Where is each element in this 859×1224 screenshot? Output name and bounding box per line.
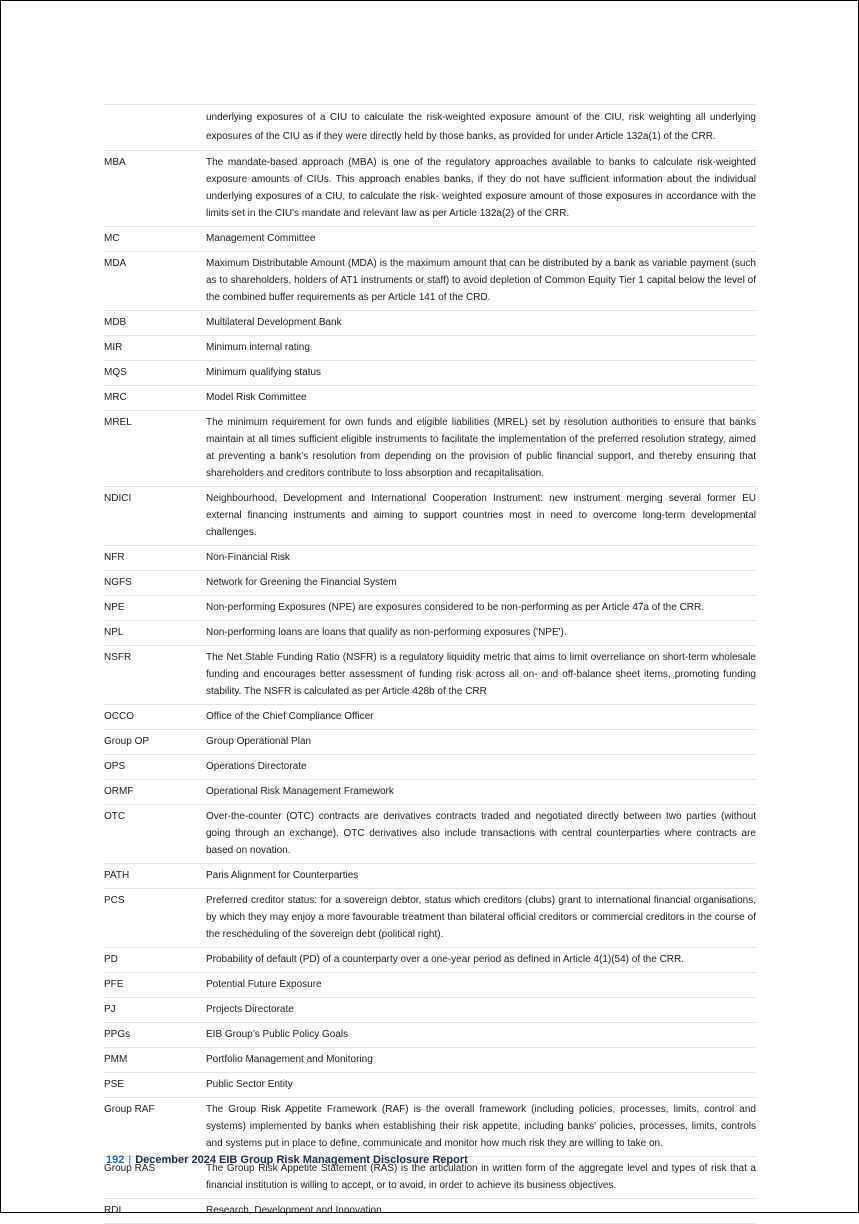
glossary-row: [104, 1073, 756, 1098]
glossary-definition: Model Risk Committee: [206, 392, 307, 403]
glossary-term: NPL: [104, 627, 124, 638]
glossary-term: Group RAF: [104, 1104, 155, 1115]
glossary-term: PCS: [104, 895, 125, 906]
glossary-row: [104, 973, 756, 998]
glossary-term: MC: [104, 233, 120, 244]
glossary-row: [104, 1098, 756, 1157]
glossary-definition: Portfolio Management and Monitoring: [206, 1054, 373, 1065]
glossary-row: [104, 998, 756, 1023]
glossary-definition: Research, Development and Innovation: [206, 1205, 382, 1216]
glossary-row: [104, 889, 756, 948]
glossary-term: PSE: [104, 1079, 125, 1090]
glossary-definition: underlying exposures of a CIU to calculate the risk-weighted exposure amount of the CIU, risk weighting all underlying exposures of the CIU as if they were directly held by those banks, as provided for under Article 132a(1) of the CRR.: [206, 112, 756, 142]
glossary-table: [104, 104, 756, 1224]
glossary-definition: EIB Group’s Public Policy Goals: [206, 1029, 349, 1040]
glossary-definition: Minimum qualifying status: [206, 367, 322, 378]
glossary-row: [104, 252, 756, 311]
glossary-definition: Multilateral Development Bank: [206, 317, 342, 328]
glossary-term: Group RAS: [104, 1163, 156, 1174]
glossary-row: [104, 646, 756, 705]
glossary-definition: Network for Greening the Financial System: [206, 577, 397, 588]
glossary-term: MREL: [104, 417, 132, 428]
glossary-term: RDI: [104, 1205, 122, 1216]
glossary-row: [104, 805, 756, 864]
glossary-term: MDA: [104, 258, 127, 269]
glossary-row: [104, 621, 756, 646]
glossary-definition: Non-performing Exposures (NPE) are exposures considered to be non-performing as per Article 47a of the CRR.: [206, 602, 705, 613]
glossary-definition: The mandate-based approach (MBA) is one of the regulatory approaches available to banks to calculate risk-weighted exposure amounts of CIUs. This approach enables banks, if they do not have sufficient information about the individual underlying exposures of a CIU, to calculate the risk- weighted exposure amount of those exposures in accordance with the limits set in the CIU's mandate and relevant law as per Article 132a(2) of the CRR.: [206, 157, 756, 219]
glossary-definition: Operations Directorate: [206, 761, 307, 772]
glossary-term: OCCO: [104, 711, 134, 722]
glossary-definition: Minimum internal rating: [206, 342, 310, 353]
glossary-row: [104, 1048, 756, 1073]
glossary-row: [104, 948, 756, 973]
glossary-row: [104, 104, 756, 151]
glossary-row: [104, 730, 756, 755]
glossary-term: MRC: [104, 392, 127, 403]
glossary-definition: The Net Stable Funding Ratio (NSFR) is a regulatory liquidity metric that aims to limit overreliance on short-term wholesale funding and encourages better assessment of funding risk across all on- and off-balance sheet items, promoting funding stability. The NSFR is calculated as per Article 428b of the CRR: [206, 652, 756, 697]
glossary-definition: Over-the-counter (OTC) contracts are derivatives contracts traded and negotiated directly between two parties (without going through an exchange). OTC derivatives also include transactions with central counterparties where contracts are based on novation.: [206, 811, 756, 856]
glossary-term: OTC: [104, 811, 126, 822]
glossary-row: [104, 311, 756, 336]
page-footer: [106, 1154, 468, 1166]
glossary-definition: Paris Alignment for Counterparties: [206, 870, 359, 881]
glossary-term: NPE: [104, 602, 125, 613]
glossary-term: NSFR: [104, 652, 132, 663]
glossary-term: Group OP: [104, 736, 150, 747]
glossary-row: [104, 487, 756, 546]
glossary-definition: Public Sector Entity: [206, 1079, 293, 1090]
glossary-term: MIR: [104, 342, 123, 353]
glossary-definition: Probability of default (PD) of a counterparty over a one-year period as defined in Article 4(1)(54) of the CRR.: [206, 954, 685, 965]
glossary-row: [104, 780, 756, 805]
glossary-row: [104, 411, 756, 487]
glossary-row: [104, 864, 756, 889]
glossary-definition: Operational Risk Management Framework: [206, 786, 394, 797]
glossary-term: OPS: [104, 761, 126, 772]
glossary-term: PD: [104, 954, 118, 965]
glossary-row: [104, 151, 756, 227]
glossary-row: [104, 227, 756, 252]
glossary-term: PMM: [104, 1054, 128, 1065]
glossary-definition: The Group Risk Appetite Framework (RAF) is the overall framework (including policies, processes, limits, control and systems) implemented by banks when establishing their risk appetite, including banks' policies, processes, limits, controls and systems put in place to define, communicate and monitor how much risk they are willing to take on.: [206, 1104, 756, 1149]
glossary-term: ORMF: [104, 786, 134, 797]
glossary-definition: The Group Risk Appetite Statement (RAS) is the articulation in written form of the aggregate level and types of risk that a financial institution is willing to accept, or to avoid, in order to achieve its business objectives.: [206, 1163, 756, 1191]
glossary-term: NFR: [104, 552, 125, 563]
glossary-definition: Group Operational Plan: [206, 736, 312, 747]
glossary-definition: Preferred creditor status: for a sovereign debtor, status which creditors (clubs) grant to international financial organisations, by which they may enjoy a more favourable treatment than bilateral official creditors or commercial creditors in the course of the rescheduling of the sovereign debt (political right).: [206, 895, 756, 940]
glossary-term: PJ: [104, 1004, 116, 1015]
glossary-row: [104, 1023, 756, 1048]
page-number: 192: [106, 1154, 125, 1166]
glossary-term: PPGs: [104, 1029, 131, 1040]
glossary-row: [104, 705, 756, 730]
glossary-row: [104, 361, 756, 386]
report-title: December 2024 EIB Group Risk Management Disclosure Report: [135, 1154, 468, 1166]
glossary-row: [104, 1199, 756, 1224]
glossary-definition: Management Committee: [206, 233, 316, 244]
footer-separator: |: [128, 1154, 132, 1166]
glossary-row: [104, 755, 756, 780]
glossary-term: NGFS: [104, 577, 132, 588]
glossary-row: [104, 571, 756, 596]
glossary-term: NDICI: [104, 493, 132, 504]
glossary-definition: Maximum Distributable Amount (MDA) is the maximum amount that can be distributed by a bank as variable payment (such as to shareholders, holders of AT1 instruments or staff) to avoid depletion of Common Equity Tier 1 capital below the level of the combined buffer requirements as per Article 141 of the CRD.: [206, 258, 756, 303]
glossary-term: [104, 108, 206, 146]
glossary-term: PFE: [104, 979, 124, 990]
glossary-definition: Neighbourhood, Development and International Cooperation Instrument: new instrument merging several former EU external financing instruments and aiming to support countries most in need to overcome long-term developmental challenges.: [206, 493, 756, 538]
glossary-definition: The minimum requirement for own funds and eligible liabilities (MREL) set by resolution authorities to ensure that banks maintain at all times sufficient eligible instruments to facilitate the implementation of the preferred resolution strategy, aimed at preventing a bank’s resolution from depending on the provision of public financial support, and thereby ensuring that shareholders and creditors contribute to loss absorption and recapitalisation.: [206, 417, 756, 479]
glossary-term: MDB: [104, 317, 127, 328]
glossary-definition: Non-Financial Risk: [206, 552, 290, 563]
glossary-definition: Office of the Chief Compliance Officer: [206, 711, 374, 722]
glossary-definition: Projects Directorate: [206, 1004, 294, 1015]
glossary-row: [104, 596, 756, 621]
glossary-row: [104, 386, 756, 411]
glossary-term: MBA: [104, 157, 126, 168]
glossary-term: MQS: [104, 367, 127, 378]
glossary-definition: Potential Future Exposure: [206, 979, 322, 990]
glossary-definition: Non-performing loans are loans that qualify as non-performing exposures ('NPE').: [206, 627, 567, 638]
glossary-row: [104, 336, 756, 361]
glossary-row: [104, 546, 756, 571]
glossary-term: PATH: [104, 870, 130, 881]
